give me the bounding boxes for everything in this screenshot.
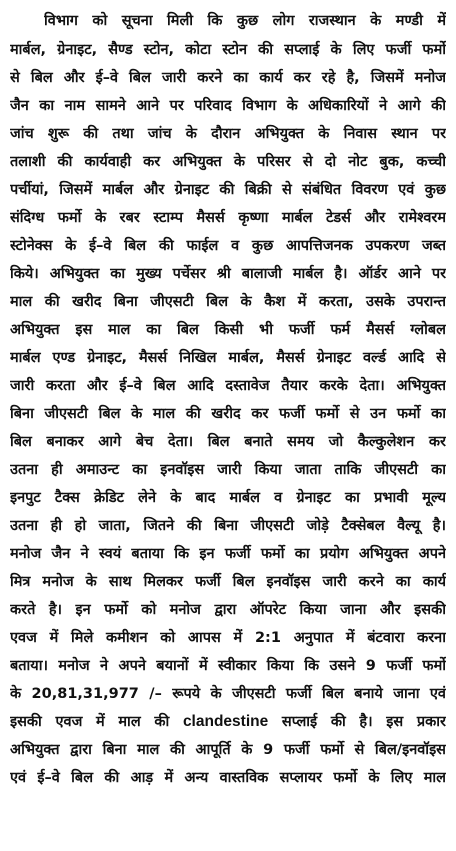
text-line: अभियुक्त इस माल का बिल किसी भी फर्जी फर्म मैसर्स ग्लोबल xyxy=(10,322,446,338)
text-line: करते है। इन फर्मो को मनोज द्वारा ऑपरेट किया जाना और इसकी xyxy=(10,602,446,618)
text-line: के 20,81,31,977 /– रूपये के जीएसटी फर्जी बिल बनाये जाना एवं xyxy=(10,686,446,702)
text-line: किये। अभियुक्त का मुख्य पर्चेसर श्री बालाजी मार्बल है। ऑर्डर आने पर xyxy=(10,266,446,282)
text-line: जैन का नाम सामने आने पर परिवाद विभाग के अधिकारियों ने आगे की xyxy=(10,98,446,114)
text-line: विभाग को सूचना मिली कि कुछ लोग राजस्थान के मण्डी में xyxy=(44,13,446,29)
text-line-mixed xyxy=(10,711,446,737)
text-line: मार्बल, ग्रेनाइट, सैण्ड स्टोन, कोटा स्टोन की सप्लाई के लिए फर्जी फर्मो xyxy=(10,42,446,58)
text-segment: इसकी एवज में माल की xyxy=(10,714,170,730)
text-line: तलाशी की कार्यवाही कर अभियुक्त के परिसर से दो नोट बुक, कच्ची xyxy=(10,154,446,170)
text-line: से बिल और ई–वे बिल जारी करने का कार्य कर रहे है, जिसमें मनोज xyxy=(10,70,446,86)
text-line: एवज में मिले कमीशन को आपस में 2:1 अनुपात में बंटवारा करना xyxy=(10,630,446,646)
text-line: मनोज जैन ने स्वयं बताया कि इन फर्जी फर्मो का प्रयोग अभियुक्त अपने xyxy=(10,546,446,562)
text-line: स्टोनेक्स के ई–वे बिल की फाईल व कुछ आपत्तिजनक उपकरण जब्त xyxy=(10,238,446,254)
text-line: जांच शुरू की तथा जांच के दौरान अभियुक्त के निवास स्थान पर xyxy=(10,126,446,142)
text-line: मार्बल एण्ड ग्रेनाइट, मैसर्स निखिल मार्बल, मैसर्स ग्रेनाइट वर्ल्ड आदि से xyxy=(10,350,446,366)
text-line: अभियुक्त द्वारा बिना माल की आपूर्ति के 9 फर्जी फर्मो से बिल/इनवॉइस xyxy=(10,742,446,758)
text-line: मित्र मनोज के साथ मिलकर फर्जी बिल इनवॉइस जारी करने का कार्य xyxy=(10,574,446,590)
text-line: एवं ई–वे बिल की आड़ में अन्य वास्तविक सप्लायर फर्मो के लिए माल xyxy=(10,770,446,786)
text-line: पर्चीयां, जिसमें मार्बल और ग्रेनाइट की बिक्री से संबंधित विवरण एवं कुछ xyxy=(10,182,446,198)
text-line: इनपुट टैक्स क्रेडिट लेने के बाद मार्बल व ग्रेनाइट का प्रभावी मूल्य xyxy=(10,490,446,506)
text-line: उतना ही हो जाता, जितने की बिना जीएसटी जोड़े टैक्सेबल वैल्यू है। xyxy=(10,518,446,534)
text-line: जारी करता और ई–वे बिल आदि दस्तावेज तैयार करके देता। अभियुक्त xyxy=(10,378,446,394)
text-line: बिना जीएसटी बिल के माल की खरीद कर फर्जी फर्मो से उन फर्मो का xyxy=(10,406,446,422)
text-segment: सप्लाई की है। इस प्रकार xyxy=(281,714,446,730)
text-line: बताया। मनोज ने अपने बयानों में स्वीकार किया कि उसने 9 फर्जी फर्मो xyxy=(10,658,446,674)
text-line: संदिग्ध फर्मो के रबर स्टाम्प मैसर्स कृष्णा मार्बल टेडर्स और रामेश्वरम xyxy=(10,210,446,226)
english-term: clandestine xyxy=(182,713,269,730)
text-line: उतना ही अमाउन्ट का इनवॉइस जारी किया जाता ताकि जीएसटी का xyxy=(10,462,446,478)
text-line: माल की खरीद बिना जीएसटी बिल के कैश में करता, उसके उपरान्त xyxy=(10,294,446,310)
text-line: बिल बनाकर आगे बेच देता। बिल बनाते समय जो कैल्कुलेशन कर xyxy=(10,434,446,450)
